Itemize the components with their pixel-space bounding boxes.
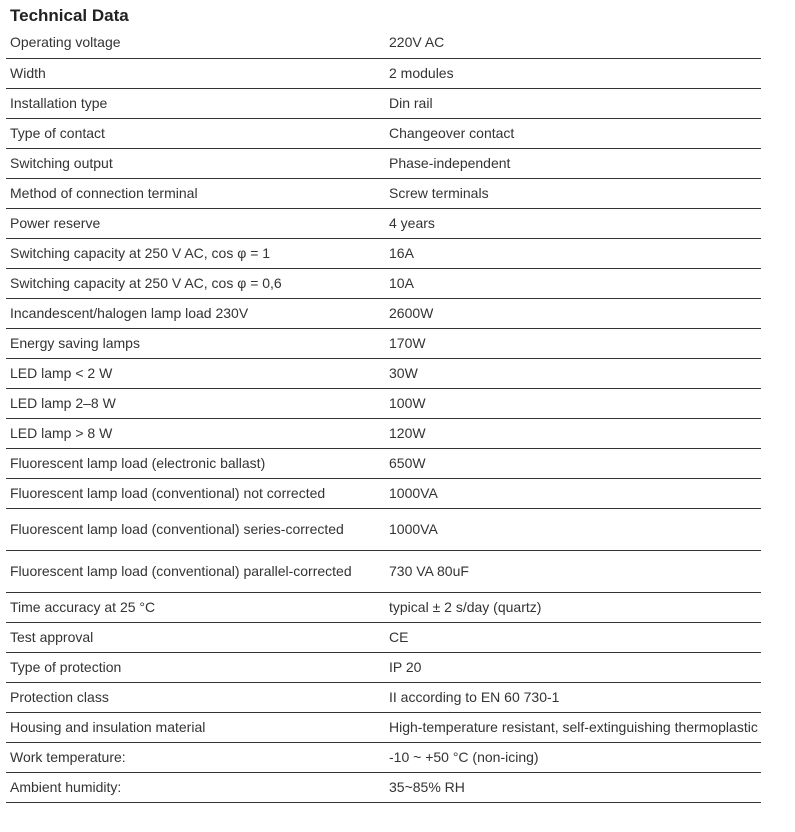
spec-value: 1000VA xyxy=(385,508,761,550)
spec-value: 650W xyxy=(385,448,761,478)
spec-value: 2600W xyxy=(385,298,761,328)
spec-label: Installation type xyxy=(6,88,385,118)
table-row xyxy=(6,742,761,772)
spec-label: Fluorescent lamp load (conventional) series-corrected xyxy=(6,508,385,550)
table-row xyxy=(6,298,761,328)
table-row xyxy=(6,592,761,622)
spec-value: 170W xyxy=(385,328,761,358)
table-row xyxy=(6,268,761,298)
spec-value: 220V AC xyxy=(385,28,761,58)
spec-value: 730 VA 80uF xyxy=(385,550,761,592)
spec-label: Operating voltage xyxy=(6,28,385,58)
spec-value: High-temperature resistant, self-extinguishing thermoplastic xyxy=(385,712,761,742)
spec-label: Type of contact xyxy=(6,118,385,148)
spec-label: Width xyxy=(6,58,385,88)
table-row xyxy=(6,448,761,478)
spec-label: Fluorescent lamp load (electronic ballast) xyxy=(6,448,385,478)
spec-value: 35~85% RH xyxy=(385,772,761,802)
spec-value: 120W xyxy=(385,418,761,448)
spec-label: Switching capacity at 250 V AC, cos φ = 0,6 xyxy=(6,268,385,298)
spec-label: LED lamp 2–8 W xyxy=(6,388,385,418)
spec-value: 10A xyxy=(385,268,761,298)
spec-value: IP 20 xyxy=(385,652,761,682)
table-row xyxy=(6,358,761,388)
table-row xyxy=(6,418,761,448)
spec-label: Switching output xyxy=(6,148,385,178)
spec-value: -10 ~ +50 °C (non-icing) xyxy=(385,742,761,772)
table-row xyxy=(6,238,761,268)
spec-label: Housing and insulation material xyxy=(6,712,385,742)
table-row xyxy=(6,178,761,208)
table-row xyxy=(6,148,761,178)
spec-label: Protection class xyxy=(6,682,385,712)
table-row xyxy=(6,118,761,148)
spec-value: 1000VA xyxy=(385,478,761,508)
spec-label: Type of protection xyxy=(6,652,385,682)
spec-value: II according to EN 60 730-1 xyxy=(385,682,761,712)
table-row xyxy=(6,478,761,508)
spec-value: Phase-independent xyxy=(385,148,761,178)
table-row xyxy=(6,208,761,238)
spec-label: LED lamp > 8 W xyxy=(6,418,385,448)
spec-value: 30W xyxy=(385,358,761,388)
technical-data-table xyxy=(6,28,761,803)
table-row xyxy=(6,652,761,682)
table-row xyxy=(6,58,761,88)
table-row xyxy=(6,682,761,712)
spec-label: Ambient humidity: xyxy=(6,772,385,802)
table-row xyxy=(6,550,761,592)
spec-value: CE xyxy=(385,622,761,652)
table-row xyxy=(6,712,761,742)
table-row xyxy=(6,622,761,652)
spec-value: 2 modules xyxy=(385,58,761,88)
spec-value: typical ± 2 s/day (quartz) xyxy=(385,592,761,622)
spec-label: Work temperature: xyxy=(6,742,385,772)
spec-value: 4 years xyxy=(385,208,761,238)
spec-value: 100W xyxy=(385,388,761,418)
table-row xyxy=(6,328,761,358)
spec-label: Test approval xyxy=(6,622,385,652)
spec-label: Power reserve xyxy=(6,208,385,238)
table-row xyxy=(6,772,761,802)
spec-label: Switching capacity at 250 V AC, cos φ = 1 xyxy=(6,238,385,268)
spec-label: Method of connection terminal xyxy=(6,178,385,208)
spec-value: Screw terminals xyxy=(385,178,761,208)
spec-label: Fluorescent lamp load (conventional) not corrected xyxy=(6,478,385,508)
spec-label: Fluorescent lamp load (conventional) parallel-corrected xyxy=(6,550,385,592)
spec-label: Time accuracy at 25 °C xyxy=(6,592,385,622)
spec-label: LED lamp < 2 W xyxy=(6,358,385,388)
table-row xyxy=(6,508,761,550)
spec-value: Changeover contact xyxy=(385,118,761,148)
table-row xyxy=(6,88,761,118)
page-title: Technical Data xyxy=(10,6,129,25)
table-row xyxy=(6,388,761,418)
table-row xyxy=(6,28,761,58)
spec-value: Din rail xyxy=(385,88,761,118)
spec-label: Energy saving lamps xyxy=(6,328,385,358)
spec-value: 16A xyxy=(385,238,761,268)
spec-label: Incandescent/halogen lamp load 230V xyxy=(6,298,385,328)
